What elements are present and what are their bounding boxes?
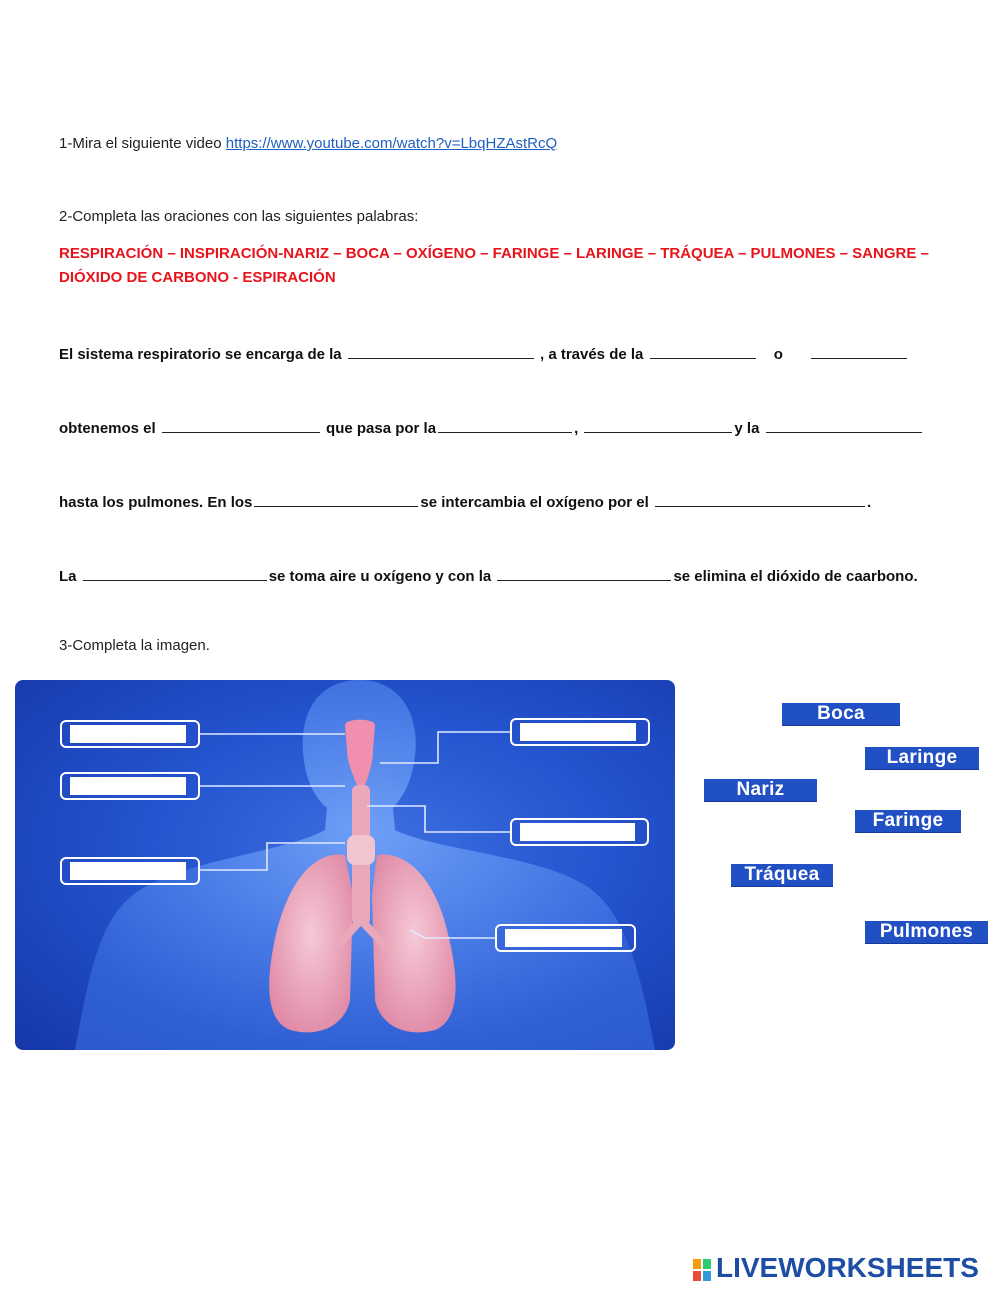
sentence-4-part-b: se toma aire u oxígeno y con la <box>268 568 492 585</box>
sentence-1-part-c: o <box>773 346 783 363</box>
sentence-1-part-a: El sistema respiratorio se encarga de la <box>59 346 342 363</box>
blank-3[interactable] <box>811 342 907 359</box>
answer-slot-1[interactable] <box>70 725 186 743</box>
blank-10[interactable] <box>83 564 267 581</box>
label-box-4 <box>510 718 650 746</box>
video-link[interactable]: https://www.youtube.com/watch?v=LbqHZAstRcQ <box>225 135 558 152</box>
sentence-2 <box>59 416 924 437</box>
tile-faringe[interactable]: Faringe <box>855 810 961 832</box>
sentence-2-part-d: y la <box>734 420 760 437</box>
sentence-2-part-a: obtenemos el <box>59 420 156 437</box>
blank-6[interactable] <box>584 416 732 433</box>
label-box-1 <box>60 720 200 748</box>
label-box-3 <box>60 857 200 885</box>
step1-instruction <box>59 135 557 152</box>
tile-boca[interactable]: Boca <box>782 703 900 725</box>
sentence-2-part-c: , <box>574 420 579 437</box>
sentence-1 <box>59 342 909 363</box>
word-bank <box>59 242 939 290</box>
sentence-4-part-c: se elimina el dióxido de caarbono. <box>673 568 918 585</box>
blank-2[interactable] <box>650 342 756 359</box>
answer-slot-4[interactable] <box>520 723 636 741</box>
label-box-2 <box>60 772 200 800</box>
blank-9[interactable] <box>655 490 865 507</box>
larynx-shape <box>347 835 375 865</box>
tile-traquea[interactable]: Tráquea <box>731 864 833 886</box>
blank-1[interactable] <box>348 342 534 359</box>
blank-11[interactable] <box>497 564 671 581</box>
word-bank-line-2: DIÓXIDO DE CARBONO - ESPIRACIÓN <box>59 269 336 286</box>
tile-nariz[interactable]: Nariz <box>704 779 817 801</box>
tile-pulmones[interactable]: Pulmones <box>865 921 988 943</box>
label-box-5 <box>510 818 649 846</box>
sentence-3-part-a: hasta los pulmones. En los <box>59 494 253 511</box>
answer-slot-6[interactable] <box>505 929 622 947</box>
sentence-3-part-b: se intercambia el oxígeno por el <box>420 494 649 511</box>
sentence-2-part-b: que pasa por la <box>326 420 437 437</box>
step1-text: 1-Mira el siguiente video <box>59 135 226 152</box>
blank-8[interactable] <box>254 490 418 507</box>
liveworksheets-brand[interactable]: LIVEWORKSHEETS <box>716 1252 979 1283</box>
respiratory-diagram <box>15 680 675 1050</box>
tile-laringe[interactable]: Laringe <box>865 747 979 769</box>
sentence-3-part-c: . <box>866 494 872 511</box>
word-bank-line-1: RESPIRACIÓN – INSPIRACIÓN-NARIZ – BOCA – OXÍGENO – FARINGE – LARINGE – TRÁQUEA – PULMONES – SANGRE – <box>59 245 929 262</box>
step3-instruction: 3-Completa la imagen. <box>59 637 210 654</box>
sentence-4 <box>59 564 918 585</box>
sentence-4-part-a: La <box>59 568 77 585</box>
blank-7[interactable] <box>766 416 922 433</box>
answer-slot-2[interactable] <box>70 777 186 795</box>
sentence-3 <box>59 490 871 511</box>
blank-4[interactable] <box>162 416 320 433</box>
blank-5[interactable] <box>438 416 572 433</box>
step2-instruction: 2-Completa las oraciones con las siguientes palabras: <box>59 208 419 225</box>
sentence-1-part-b: , a través de la <box>535 346 644 363</box>
answer-slot-3[interactable] <box>70 862 186 880</box>
label-box-6 <box>495 924 636 952</box>
liveworksheets-logo-icon <box>693 1259 711 1281</box>
answer-slot-5[interactable] <box>520 823 635 841</box>
